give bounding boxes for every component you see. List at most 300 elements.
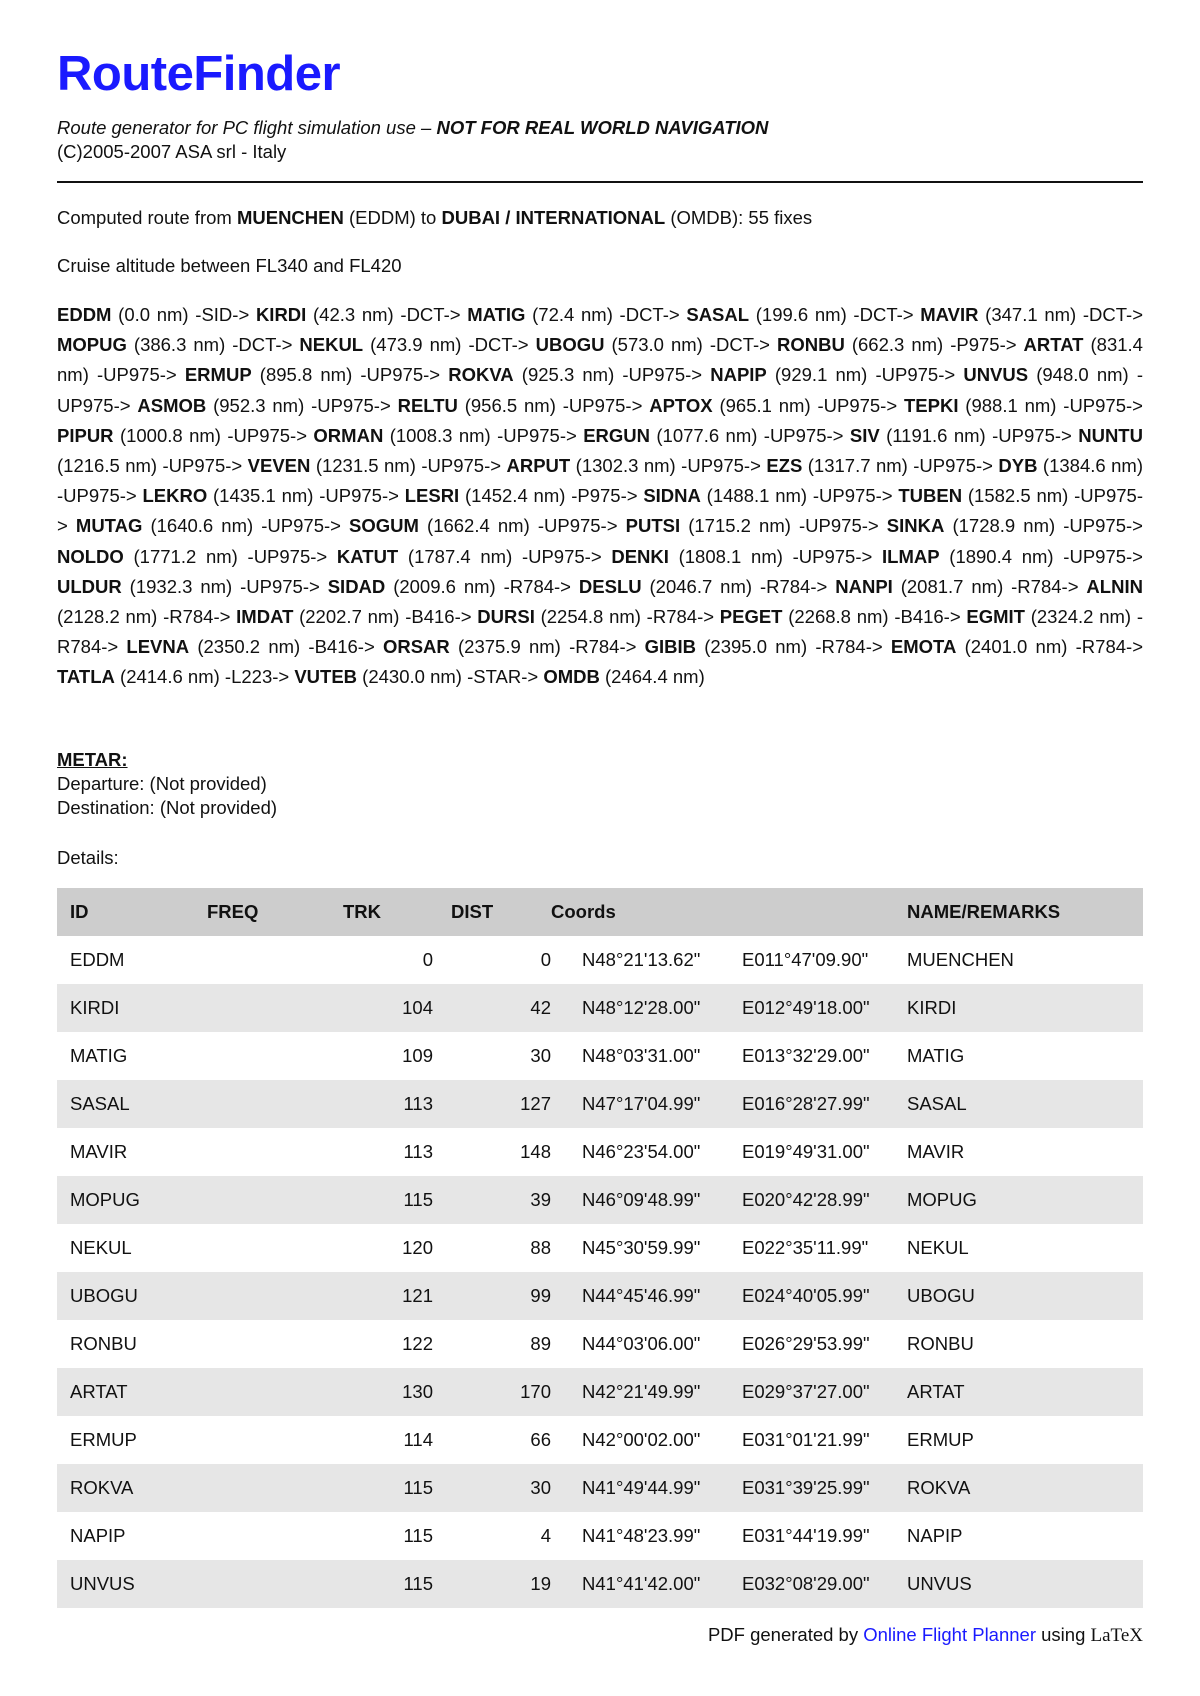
- route-fix-distance: (2395.0 nm): [696, 636, 808, 658]
- cell-id: ARTAT: [70, 1381, 128, 1402]
- route-airway: -UP975->: [352, 364, 449, 386]
- table-row: [57, 1272, 1143, 1320]
- route-fix: ORSAR: [382, 636, 450, 658]
- route-fix-distance: (2350.2 nm): [189, 636, 301, 658]
- route-fix: ROKVA: [448, 364, 514, 386]
- cell-trk: 120: [402, 1237, 433, 1258]
- table-row: [57, 1080, 1143, 1128]
- route-fix-distance: (965.1 nm): [712, 394, 811, 416]
- route-fix: DYB: [998, 455, 1038, 477]
- cell-dist: 127: [520, 1093, 551, 1114]
- route-airway: -UP975->: [867, 364, 964, 386]
- route-fix: MOPUG: [57, 334, 127, 356]
- route-airway: -UP975->: [614, 364, 711, 386]
- route-airway: -R784->: [560, 636, 645, 658]
- route-fix: UNVUS: [963, 364, 1029, 386]
- col-id: ID: [57, 888, 207, 936]
- metar-heading: METAR:: [57, 749, 128, 770]
- cell-lat: N41°41'42.00": [582, 1573, 701, 1594]
- route-airway: -UP975->: [907, 455, 999, 477]
- route-fix-distance: (2268.8 nm): [782, 606, 889, 628]
- route-fix-distance: (1582.5 nm): [962, 485, 1069, 507]
- table-row: [57, 1464, 1143, 1512]
- cell-dist: 30: [530, 1477, 551, 1498]
- route-fix-distance: (1008.3 nm): [383, 424, 491, 446]
- cell-freq: [207, 1560, 307, 1608]
- route-fix-distance: (1317.7 nm): [802, 455, 908, 477]
- details-label: Details:: [57, 847, 119, 868]
- table-row: [57, 1416, 1143, 1464]
- route-airway: -UP975->: [88, 364, 185, 386]
- cell-freq: [207, 1032, 307, 1080]
- cell-freq: [207, 1128, 307, 1176]
- route-airway: -UP975->: [232, 575, 328, 597]
- route-fix: TATLA: [57, 666, 115, 688]
- route-fix: KIRDI: [255, 304, 307, 325]
- route-fix: ULDUR: [57, 575, 122, 597]
- cell-trk: 115: [403, 1573, 433, 1594]
- cell-lon: E031°01'21.99": [742, 1429, 870, 1450]
- cell-lon: E019°49'31.00": [742, 1141, 870, 1162]
- route-fix-distance: (347.1 nm): [978, 304, 1077, 325]
- route-airway: -B416->: [300, 636, 383, 658]
- cell-freq: [207, 1464, 307, 1512]
- cell-lat: N42°00'02.00": [582, 1429, 701, 1450]
- copyright: (C)2005-2007 ASA srl - Italy: [57, 141, 287, 162]
- table-row: [57, 1320, 1143, 1368]
- route-airway: -B416->: [399, 606, 478, 628]
- cell-trk: 114: [403, 1429, 433, 1450]
- cell-id: MAVIR: [70, 1141, 128, 1162]
- cell-id: MOPUG: [70, 1189, 140, 1210]
- route-airway: -UP975->: [810, 394, 904, 416]
- route-fix-distance: (199.6 nm): [749, 304, 847, 325]
- cell-name: MATIG: [907, 1045, 965, 1066]
- cell-trk: 130: [402, 1381, 433, 1402]
- route-airway: -R784->: [157, 606, 237, 628]
- cell-trk: 115: [403, 1525, 433, 1546]
- cruise-altitude: Cruise altitude between FL340 and FL420: [57, 255, 402, 276]
- cell-trk: 104: [402, 997, 433, 1018]
- cell-freq: [207, 1368, 307, 1416]
- cell-lat: N41°49'44.99": [582, 1477, 701, 1498]
- cell-id: SASAL: [70, 1093, 130, 1114]
- route-fix-distance: (1216.5 nm): [57, 455, 158, 477]
- cell-id: MATIG: [70, 1045, 128, 1066]
- route-fix: EGMIT: [966, 606, 1025, 628]
- route-fix-distance: (1452.4 nm): [459, 485, 566, 507]
- route-airway: -DCT->: [225, 334, 300, 356]
- route-airway: -UP975->: [807, 485, 899, 507]
- route-fix: KATUT: [336, 545, 399, 567]
- route-airway: -UP975->: [57, 485, 1143, 537]
- route-fix-distance: (1000.8 nm): [113, 424, 221, 446]
- route-airway: -DCT->: [612, 304, 687, 325]
- table-row: [57, 1128, 1143, 1176]
- latex-logo: LaTeX: [1090, 1625, 1143, 1646]
- route-fix: MAVIR: [920, 304, 979, 325]
- route-fix-distance: (473.9 nm): [363, 334, 462, 356]
- route-fix-distance: (2202.7 nm): [293, 606, 400, 628]
- route-fix: SIDAD: [327, 575, 386, 597]
- route-fix: NAPIP: [710, 364, 767, 386]
- route-fix-distance: (573.0 nm): [604, 334, 703, 356]
- route-airway: -UP975->: [220, 424, 314, 446]
- cell-dist: 66: [530, 1429, 551, 1450]
- route-fix: ERMUP: [184, 364, 252, 386]
- route-airway: -L223->: [219, 666, 295, 688]
- route-fix-distance: (948.0 nm): [1028, 364, 1129, 386]
- cell-name: MUENCHEN: [907, 949, 1014, 970]
- cell-lon: E012°49'18.00": [742, 997, 870, 1018]
- cell-lat: N45°30'59.99": [582, 1237, 701, 1258]
- cell-trk: 109: [402, 1045, 433, 1066]
- route-airway: -UP975->: [1053, 545, 1143, 567]
- route-fix-distance: (1771.2 nm): [123, 545, 238, 567]
- cell-dist: 89: [530, 1333, 551, 1354]
- route-fix: DESLU: [578, 575, 642, 597]
- route-fix-distance: (386.3 nm): [126, 334, 226, 356]
- cell-dist: 42: [530, 997, 551, 1018]
- table-row: [57, 984, 1143, 1032]
- route-airway: -UP975->: [253, 515, 350, 537]
- cell-lon: E029°37'27.00": [742, 1381, 870, 1402]
- metar-departure: Departure: (Not provided): [57, 773, 267, 794]
- cell-id: ROKVA: [70, 1477, 134, 1498]
- footer-prefix: PDF generated by: [707, 1624, 864, 1645]
- cell-lon: E022°35'11.99": [742, 1237, 869, 1258]
- destination-name: DUBAI / INTERNATIONAL: [441, 207, 666, 228]
- route-fix: VEVEN: [247, 455, 311, 477]
- footer: [708, 1624, 1143, 1647]
- route-fix-distance: (42.3 nm): [306, 304, 394, 325]
- route-fix: MATIG: [467, 304, 526, 325]
- cell-trk: 121: [402, 1285, 433, 1306]
- cell-lon: E031°39'25.99": [742, 1477, 870, 1498]
- route-airway: -DCT->: [846, 304, 921, 325]
- route-fix-distance: (952.3 nm): [206, 394, 305, 416]
- table-header-row: [57, 888, 1143, 936]
- cell-dist: 19: [530, 1573, 551, 1594]
- route-airway: -R784->: [640, 606, 720, 628]
- cell-id: RONBU: [70, 1333, 137, 1354]
- route-fix-distance: (1662.4 nm): [418, 515, 530, 537]
- route-airway: -DCT->: [461, 334, 536, 356]
- route-fix: SIV: [849, 424, 880, 446]
- route-fix: PIPUR: [57, 424, 114, 446]
- route-fix: APTOX: [649, 394, 713, 416]
- table-row: [57, 1560, 1143, 1608]
- route-airway: -SID->: [188, 304, 256, 325]
- route-fix-distance: (2128.2 nm): [57, 606, 158, 628]
- route-fix: EDDM: [57, 304, 112, 325]
- route-fix-distance: (2009.6 nm): [385, 575, 496, 597]
- route-fix: ORMAN: [313, 424, 384, 446]
- route-airway: -R784->: [57, 606, 1143, 658]
- cell-name: KIRDI: [907, 997, 957, 1018]
- cell-name: NAPIP: [907, 1525, 963, 1546]
- route-fix: SASAL: [686, 304, 750, 325]
- cell-dist: 88: [530, 1237, 551, 1258]
- cell-dist: 99: [530, 1285, 551, 1306]
- route-fix: IMDAT: [236, 606, 294, 628]
- route-airway: -UP975->: [57, 485, 143, 507]
- cell-lat: N48°21'13.62": [582, 949, 701, 970]
- route-airway: -UP975->: [490, 424, 584, 446]
- route-fix-distance: (1191.6 nm): [879, 424, 986, 446]
- route-fix-distance: (929.1 nm): [766, 364, 868, 386]
- route-airway: -DCT->: [702, 334, 777, 356]
- route-fix-distance: (1077.6 nm): [650, 424, 758, 446]
- route-airway: -UP975->: [529, 515, 626, 537]
- col-coords: Coords: [551, 888, 907, 936]
- route-fix: LEVNA: [126, 636, 190, 658]
- cell-lon: E016°28'27.99": [742, 1093, 870, 1114]
- table-row: [57, 1224, 1143, 1272]
- route-fix-distance: (2464.4 nm): [599, 666, 705, 688]
- cell-id: NEKUL: [70, 1237, 132, 1258]
- route-fix: OMDB: [543, 666, 600, 688]
- cell-freq: [207, 1080, 307, 1128]
- cell-freq: [207, 1272, 307, 1320]
- cell-freq: [207, 1512, 307, 1560]
- route-fix-distance: (895.8 nm): [251, 364, 353, 386]
- route-airway: -UP975->: [757, 424, 850, 446]
- cell-id: KIRDI: [70, 997, 120, 1018]
- route-fix: ARPUT: [506, 455, 571, 477]
- route-fix: MUTAG: [75, 515, 143, 537]
- route-airway: -UP975->: [415, 455, 507, 477]
- table-row: [57, 936, 1143, 984]
- route-fix-distance: (1728.9 nm): [944, 515, 1056, 537]
- cell-lat: N41°48'23.99": [582, 1525, 701, 1546]
- cell-dist: 170: [520, 1381, 551, 1402]
- cell-lat: N46°23'54.00": [582, 1141, 701, 1162]
- route-fix: NOLDO: [57, 545, 124, 567]
- cell-lat: N48°03'31.00": [582, 1045, 701, 1066]
- route-airway: -P975->: [565, 485, 644, 507]
- cell-freq: [207, 1320, 307, 1368]
- route-airway: -R784->: [807, 636, 891, 658]
- cell-name: SASAL: [907, 1093, 967, 1114]
- cell-freq: [207, 936, 307, 984]
- cell-id: UNVUS: [70, 1573, 135, 1594]
- route-fix: VUTEB: [294, 666, 358, 688]
- route-airway: -UP975->: [313, 485, 405, 507]
- route-fix: GIBIB: [644, 636, 697, 658]
- cell-trk: 113: [403, 1093, 433, 1114]
- route-airway: -B416->: [888, 606, 967, 628]
- route-fix-distance: (72.4 nm): [525, 304, 613, 325]
- route-fix: ASMOB: [137, 394, 207, 416]
- cell-name: UBOGU: [907, 1285, 975, 1306]
- route-airway: -UP975->: [57, 364, 1143, 416]
- cell-trk: 115: [403, 1189, 433, 1210]
- cell-lat: N47°17'04.99": [582, 1093, 701, 1114]
- route-fix-distance: (2046.7 nm): [641, 575, 753, 597]
- route-airway: -STAR->: [461, 666, 544, 688]
- cell-lat: N42°21'49.99": [582, 1381, 701, 1402]
- route-fix: EZS: [766, 455, 803, 477]
- route-summary: [57, 207, 812, 229]
- route-fix: LEKRO: [142, 485, 208, 507]
- cell-name: MOPUG: [907, 1189, 977, 1210]
- route-fix-distance: (2324.2 nm): [1024, 606, 1132, 628]
- route-airway: -R784->: [495, 575, 579, 597]
- cell-lat: N44°45'46.99": [582, 1285, 701, 1306]
- route-fix-distance: (2254.8 nm): [534, 606, 641, 628]
- route-airway: -R784->: [1003, 575, 1087, 597]
- cell-lat: N48°12'28.00": [582, 997, 701, 1018]
- cell-freq: [207, 1224, 307, 1272]
- route-airway: -UP975->: [237, 545, 337, 567]
- col-freq: FREQ: [207, 888, 307, 936]
- cell-name: UNVUS: [907, 1573, 972, 1594]
- route-fix: PEGET: [719, 606, 783, 628]
- origin-name: MUENCHEN: [236, 207, 344, 228]
- cell-name: ARTAT: [907, 1381, 965, 1402]
- cell-lon: E024°40'05.99": [742, 1285, 870, 1306]
- table-row: [57, 1368, 1143, 1416]
- route-fix: NANPI: [835, 575, 893, 597]
- route-fix: RONBU: [777, 334, 845, 356]
- route-fix: ARTAT: [1023, 334, 1084, 356]
- route-fix: LESRI: [404, 485, 460, 507]
- page-title: RouteFinder: [57, 47, 341, 101]
- table-row: [57, 1512, 1143, 1560]
- route-fix-distance: (925.3 nm): [513, 364, 615, 386]
- route-airway: -UP975->: [157, 455, 248, 477]
- cell-lon: E032°08'29.00": [742, 1573, 870, 1594]
- route-fix-distance: (1787.4 nm): [398, 545, 513, 567]
- subtitle-text: Route generator for PC flight simulation use –: [57, 117, 437, 138]
- cell-trk: 113: [403, 1141, 433, 1162]
- route-fix-distance: (1715.2 nm): [680, 515, 791, 537]
- cell-lat: N44°03'06.00": [582, 1333, 701, 1354]
- route-airway: -DCT->: [393, 304, 468, 325]
- route-fix-distance: (1384.6 nm): [1037, 455, 1143, 477]
- route-airway: -UP975->: [675, 455, 767, 477]
- route-fix: TEPKI: [903, 394, 959, 416]
- cell-name: RONBU: [907, 1333, 974, 1354]
- origin-code: (EDDM) to: [343, 207, 442, 228]
- cell-dist: 148: [520, 1141, 551, 1162]
- col-trk: TRK: [307, 888, 433, 936]
- route-string: [57, 300, 1143, 693]
- cell-lat: N46°09'48.99": [582, 1189, 701, 1210]
- route-fix-distance: (2375.9 nm): [449, 636, 561, 658]
- route-airway: -P975->: [943, 334, 1024, 356]
- route-fix-distance: (1808.1 nm): [668, 545, 783, 567]
- route-fix-distance: (1488.1 nm): [700, 485, 808, 507]
- cell-name: ERMUP: [907, 1429, 974, 1450]
- route-airway: -R784->: [752, 575, 836, 597]
- route-fix-distance: (1302.3 nm): [570, 455, 676, 477]
- route-fix: DENKI: [611, 545, 669, 567]
- cell-dist: 0: [540, 949, 551, 970]
- route-fix: ERGUN: [583, 424, 650, 446]
- route-airway: -UP975->: [512, 545, 612, 567]
- cell-name: MAVIR: [907, 1141, 965, 1162]
- route-airway: -DCT->: [1076, 304, 1143, 325]
- route-fix: NUNTU: [1078, 424, 1143, 446]
- route-fix: SOGUM: [349, 515, 419, 537]
- cell-lon: E031°44'19.99": [742, 1525, 870, 1546]
- cell-dist: 30: [530, 1045, 551, 1066]
- route-fix: NEKUL: [299, 334, 364, 356]
- cell-id: NAPIP: [70, 1525, 126, 1546]
- table-row: [57, 1176, 1143, 1224]
- route-fix-distance: (988.1 nm): [958, 394, 1057, 416]
- cell-trk: 122: [402, 1333, 433, 1354]
- route-fix: RELTU: [397, 394, 458, 416]
- route-fix-distance: (2430.0 nm): [357, 666, 462, 688]
- summary-prefix: Computed route from: [57, 207, 237, 228]
- route-fix-distance: (1231.5 nm): [310, 455, 416, 477]
- route-fix: ILMAP: [882, 545, 940, 567]
- cell-name: ROKVA: [907, 1477, 971, 1498]
- cell-lon: E011°47'09.90": [742, 949, 869, 970]
- route-fix: EMOTA: [890, 636, 957, 658]
- route-fix-distance: (662.3 nm): [844, 334, 944, 356]
- route-airway: -UP975->: [985, 424, 1079, 446]
- route-airway: -R784->: [1067, 636, 1143, 658]
- route-fix-distance: (0.0 nm): [111, 304, 189, 325]
- route-fix-distance: (1435.1 nm): [207, 485, 314, 507]
- cell-dist: 39: [530, 1189, 551, 1210]
- route-fix-distance: (1640.6 nm): [142, 515, 254, 537]
- route-airway: -UP975->: [1056, 394, 1143, 416]
- col-name: NAME/REMARKS: [907, 888, 1143, 936]
- route-fix: TUBEN: [898, 485, 963, 507]
- subtitle-warning: NOT FOR REAL WORLD NAVIGATION: [436, 117, 769, 138]
- route-airway: -UP975->: [782, 545, 883, 567]
- metar-destination: Destination: (Not provided): [57, 797, 278, 818]
- cell-dist: 4: [540, 1525, 551, 1546]
- online-flight-planner-link[interactable]: Online Flight Planner: [863, 1624, 1036, 1645]
- route-fix-distance: (956.5 nm): [457, 394, 556, 416]
- cell-id: UBOGU: [70, 1285, 138, 1306]
- footer-middle: using: [1036, 1624, 1091, 1645]
- cell-freq: [207, 1176, 307, 1224]
- cell-id: ERMUP: [70, 1429, 137, 1450]
- destination-suffix: (OMDB): 55 fixes: [665, 207, 813, 228]
- route-fix-distance: (2414.6 nm): [114, 666, 220, 688]
- cell-lon: E020°42'28.99": [742, 1189, 870, 1210]
- route-airway: -UP975->: [1055, 515, 1143, 537]
- route-fix: SINKA: [886, 515, 945, 537]
- cell-trk: 0: [422, 949, 433, 970]
- route-fix-distance: (831.4 nm): [57, 334, 1143, 386]
- route-fix-distance: (2401.0 nm): [956, 636, 1068, 658]
- table-row: [57, 1032, 1143, 1080]
- route-airway: -UP975->: [790, 515, 887, 537]
- cell-lon: E026°29'53.99": [742, 1333, 870, 1354]
- cell-freq: [207, 984, 307, 1032]
- cell-name: NEKUL: [907, 1237, 969, 1258]
- subtitle: [57, 117, 768, 139]
- route-fix: UBOGU: [535, 334, 605, 356]
- route-fix-distance: (1890.4 nm): [939, 545, 1054, 567]
- route-fix-distance: (2081.7 nm): [892, 575, 1004, 597]
- route-airway: -UP975->: [304, 394, 398, 416]
- route-fix: SIDNA: [643, 485, 701, 507]
- cell-trk: 115: [403, 1477, 433, 1498]
- route-fix: PUTSI: [625, 515, 681, 537]
- details-table: [57, 888, 1143, 1608]
- route-fix: DURSI: [477, 606, 535, 628]
- route-fix: ALNIN: [1086, 575, 1143, 597]
